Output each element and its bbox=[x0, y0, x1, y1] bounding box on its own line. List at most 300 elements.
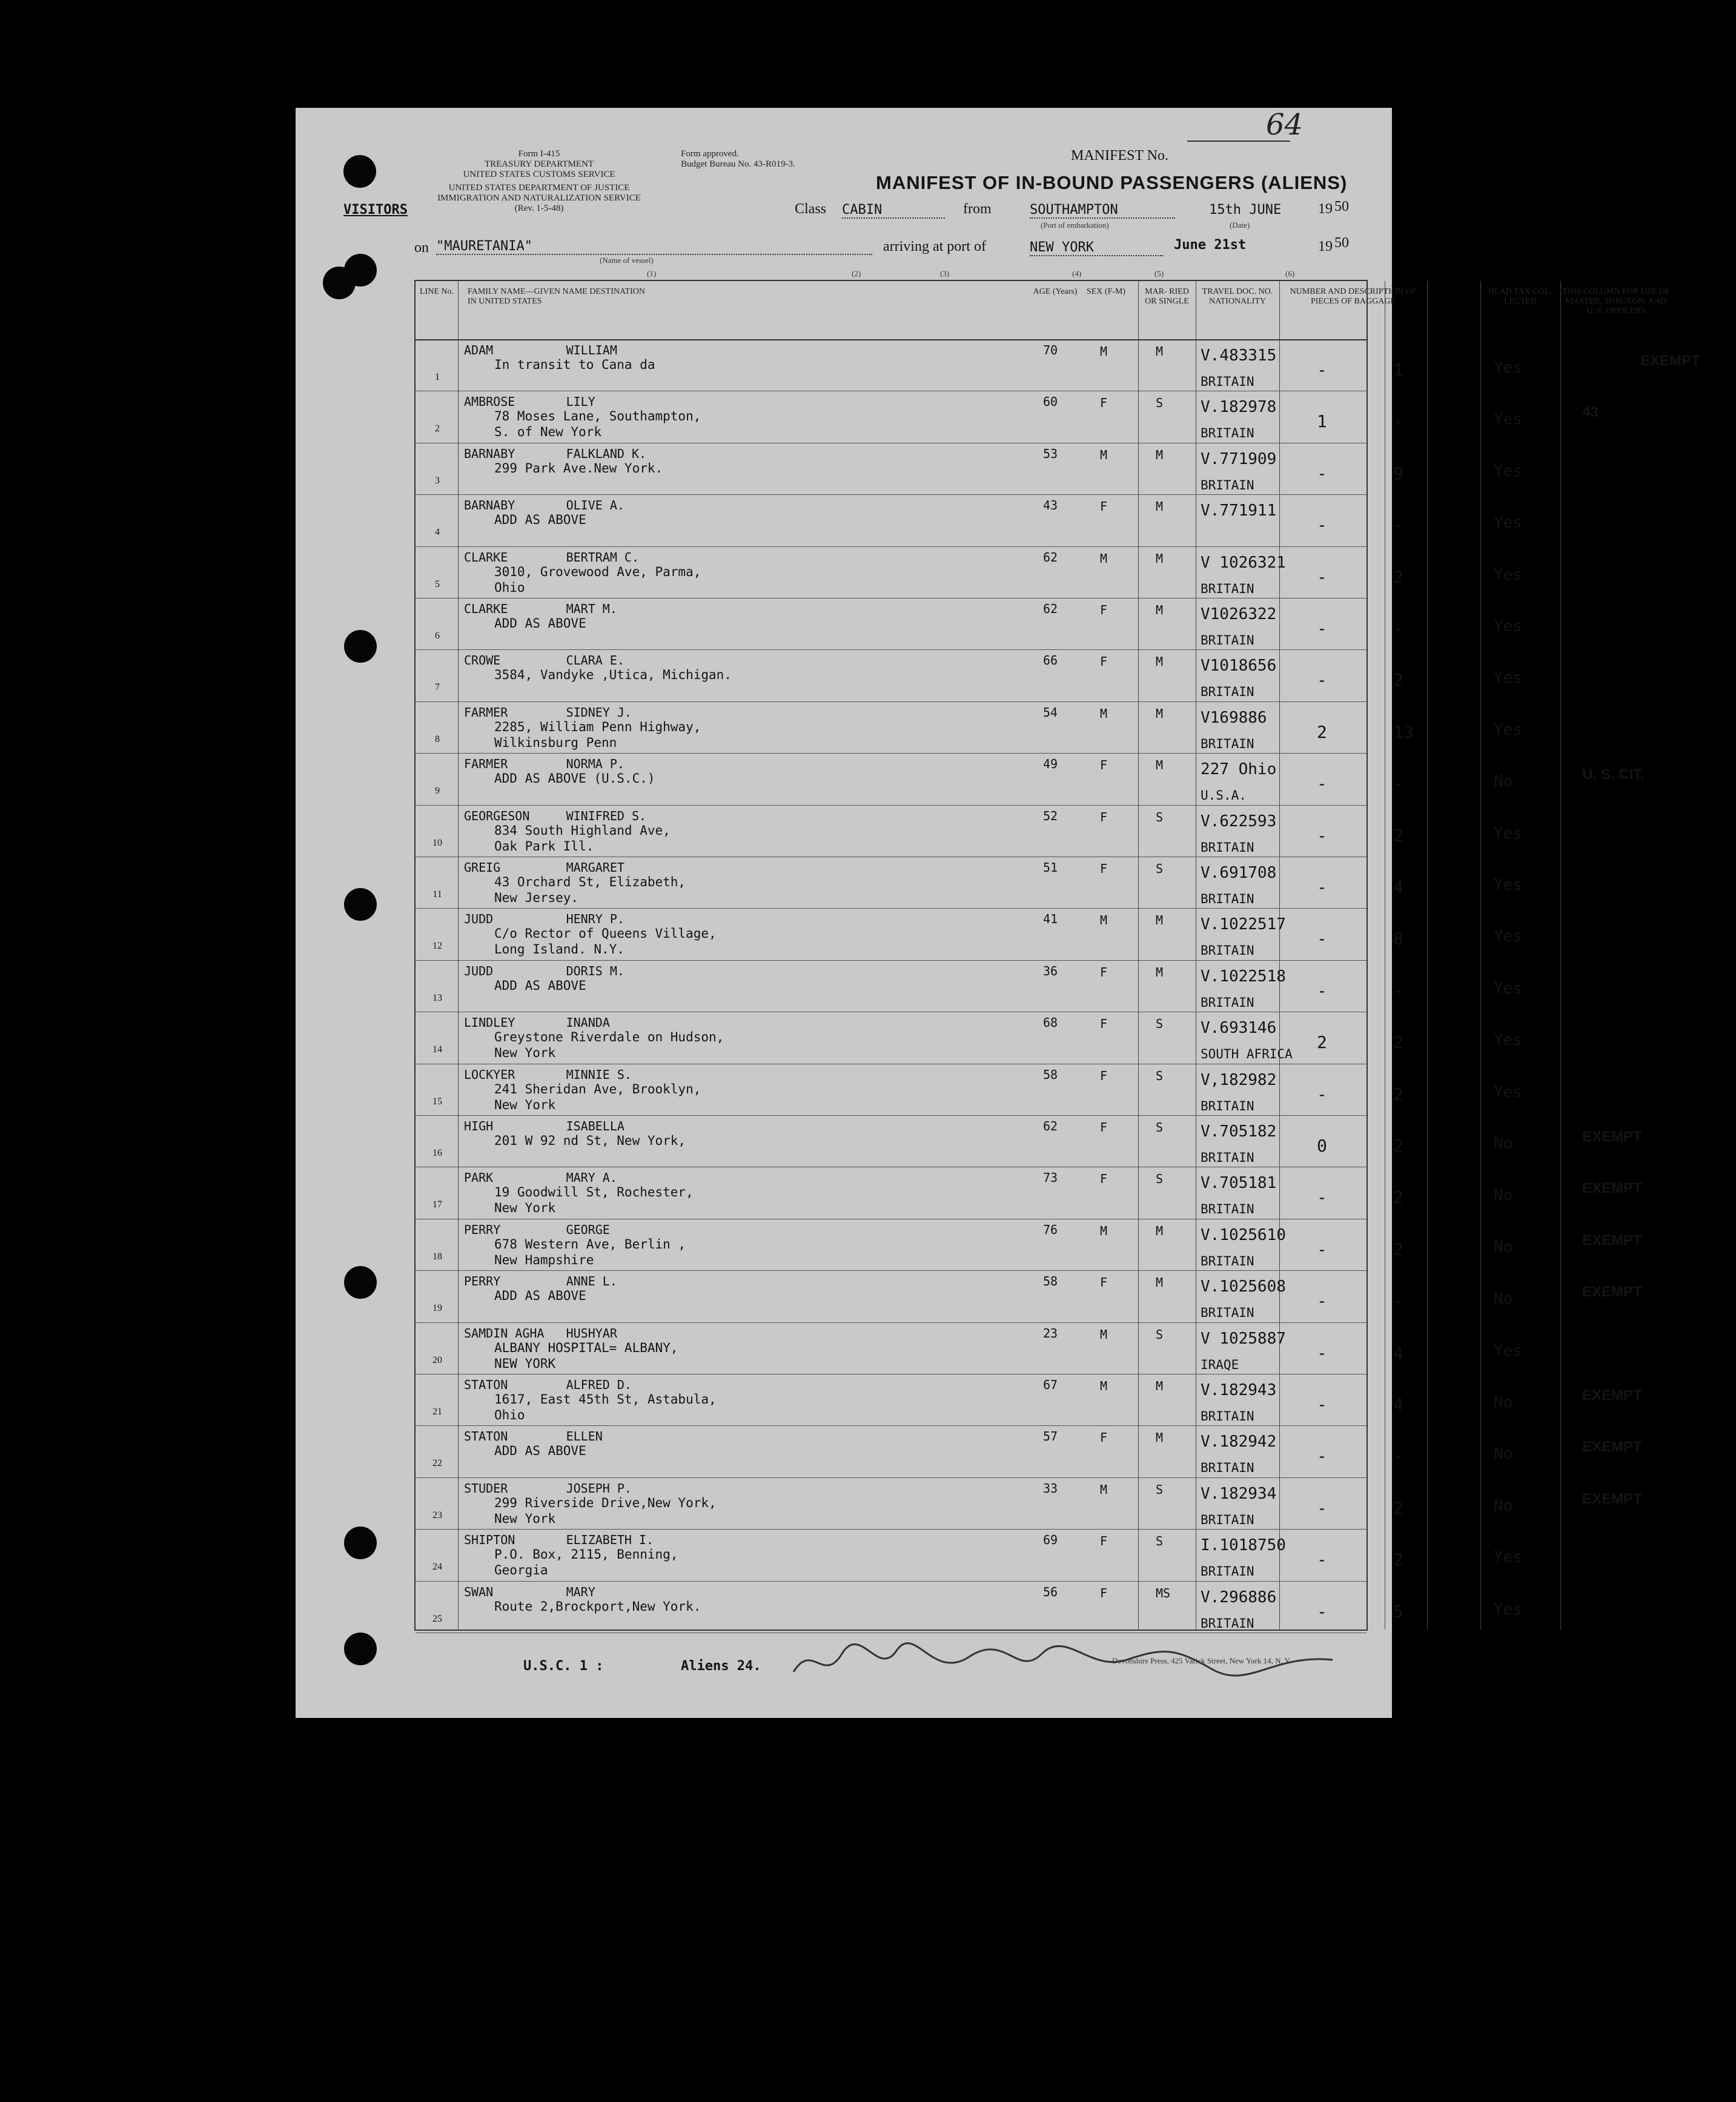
row-sex: F bbox=[1100, 861, 1108, 876]
row-nat: BRITAIN bbox=[1201, 685, 1254, 700]
row-bag-a: - bbox=[1317, 670, 1327, 691]
binder-hole bbox=[344, 1527, 377, 1559]
row-dest2: Oak Park Ill. bbox=[494, 838, 594, 854]
row-tax: Yes bbox=[1494, 979, 1522, 998]
row-tax: Yes bbox=[1494, 1031, 1522, 1050]
row-name: HIGH ISABELLA bbox=[464, 1119, 624, 1133]
footer-printer: Devonshire Press, 425 Varick Street, New York 14, N. Y. bbox=[1112, 1656, 1291, 1665]
row-age: 66 bbox=[1043, 653, 1058, 668]
row-bag-b: - bbox=[1393, 515, 1403, 535]
row-bag-b: - bbox=[1393, 1291, 1403, 1311]
row-bag-a: - bbox=[1317, 1342, 1327, 1363]
table-row bbox=[416, 494, 1522, 546]
row-tax: Yes bbox=[1494, 1548, 1522, 1567]
row-off: U. S. CIT. bbox=[1582, 766, 1645, 783]
row-bag-b: 2 bbox=[1393, 1239, 1403, 1259]
row-dest: 19 Goodwill St, Rochester, bbox=[494, 1185, 694, 1200]
row-ms: M bbox=[1156, 551, 1164, 566]
row-dest2: Ohio bbox=[494, 580, 525, 595]
row-ms: M bbox=[1156, 964, 1164, 980]
row-bag-b: 2 bbox=[1393, 566, 1403, 587]
row-bag-b: - bbox=[1393, 411, 1403, 432]
row-dest: In transit to Cana da bbox=[494, 357, 655, 372]
row-doc: V.622593 bbox=[1201, 812, 1277, 831]
row-bag-a: - bbox=[1317, 1550, 1327, 1570]
form-dept: UNITED STATES DEPARTMENT OF JUSTICE IMMIGRATION AND NATURALIZATION SERVICE (Rev. 1-5-48) bbox=[437, 183, 641, 213]
col-header-name: FAMILY NAME—GIVEN NAME DESTINATION IN UNITED STATES bbox=[468, 287, 645, 306]
row-sex: M bbox=[1100, 706, 1108, 721]
row-sex: F bbox=[1100, 654, 1108, 669]
row-dest2: New York bbox=[494, 1097, 556, 1112]
col-header-baggage: NUMBER AND DESCRIPTION OF PIECES OF BAGGAGE bbox=[1290, 287, 1417, 306]
row-bag-a: - bbox=[1317, 1497, 1327, 1518]
row-n: 22 bbox=[432, 1458, 442, 1469]
form-info: Form I-415 TREASURY DEPARTMENT UNITED STATES CUSTOMS SERVICE bbox=[463, 149, 615, 179]
row-tax: Yes bbox=[1494, 514, 1522, 532]
row-dest2: Georgia bbox=[494, 1563, 548, 1578]
footer-aliens: Aliens 24. bbox=[681, 1659, 761, 1674]
row-name: STUDER JOSEPH P. bbox=[464, 1480, 632, 1496]
row-name: LOCKYER MINNIE S. bbox=[464, 1067, 632, 1082]
row-n: 25 bbox=[432, 1613, 442, 1624]
row-ms: S bbox=[1156, 861, 1164, 876]
from-label: from bbox=[963, 201, 992, 217]
table-row bbox=[416, 1270, 1642, 1322]
row-name: STATON ELLEN bbox=[464, 1429, 603, 1444]
row-bag-a: - bbox=[1317, 1291, 1327, 1311]
binder-hole bbox=[344, 254, 377, 287]
visitors-label: VISITORS bbox=[343, 202, 408, 217]
row-nat: BRITAIN bbox=[1201, 1564, 1254, 1579]
row-name: SWAN MARY bbox=[464, 1584, 595, 1599]
row-n: 23 bbox=[432, 1510, 442, 1520]
row-n: 24 bbox=[432, 1562, 442, 1573]
row-bag-a: 0 bbox=[1317, 1136, 1327, 1156]
row-tax: No bbox=[1494, 1445, 1513, 1464]
row-age: 49 bbox=[1043, 757, 1058, 772]
row-nat: BRITAIN bbox=[1201, 581, 1254, 596]
row-dest: 2285, William Penn Highway, bbox=[494, 719, 701, 734]
row-n: 11 bbox=[432, 889, 442, 900]
row-tax: Yes bbox=[1494, 669, 1522, 688]
row-bag-b: 9 bbox=[1393, 463, 1403, 483]
row-bag-a: - bbox=[1317, 825, 1327, 846]
table-row bbox=[416, 1219, 1642, 1270]
row-tax: No bbox=[1494, 1186, 1513, 1205]
row-dest: ADD AS ABOVE bbox=[494, 616, 586, 631]
row-name: FARMER SIDNEY J. bbox=[464, 705, 632, 720]
table-row bbox=[416, 546, 1522, 598]
row-doc: V 1025887 bbox=[1201, 1329, 1286, 1348]
row-age: 23 bbox=[1043, 1325, 1058, 1341]
row-tax: Yes bbox=[1494, 359, 1522, 377]
row-nat: BRITAIN bbox=[1201, 633, 1254, 648]
row-sex: F bbox=[1100, 396, 1108, 411]
row-age: 57 bbox=[1043, 1429, 1058, 1444]
table-row bbox=[416, 1322, 1522, 1374]
row-name: BARNABY OLIVE A. bbox=[464, 498, 624, 513]
row-sex: F bbox=[1100, 758, 1108, 773]
row-name: JUDD HENRY P. bbox=[464, 912, 624, 927]
row-sex: F bbox=[1100, 1585, 1108, 1600]
table-row bbox=[416, 443, 1522, 494]
row-n: 1 bbox=[435, 372, 440, 382]
row-bag-b: 8 bbox=[1393, 929, 1403, 949]
row-tax: No bbox=[1494, 772, 1513, 791]
row-ms: S bbox=[1156, 1172, 1164, 1187]
date-caption: (Date) bbox=[1230, 220, 1250, 230]
table-row bbox=[416, 701, 1522, 753]
table-row bbox=[416, 1374, 1642, 1425]
row-sex: M bbox=[1100, 551, 1108, 566]
row-bag-b: 2 bbox=[1393, 1187, 1403, 1208]
row-doc: V.693146 bbox=[1201, 1019, 1277, 1038]
row-age: 70 bbox=[1043, 343, 1058, 357]
row-dest2: Long Island. N.Y. bbox=[494, 942, 624, 957]
table-row bbox=[416, 1477, 1642, 1529]
row-sex: F bbox=[1100, 1430, 1108, 1445]
row-bag-b: 2 bbox=[1393, 1550, 1403, 1570]
row-name: CLARKE MART M. bbox=[464, 602, 617, 616]
row-doc: V.1025610 bbox=[1201, 1225, 1286, 1244]
row-name: SAMDIN AGHA HUSHYAR bbox=[464, 1325, 617, 1341]
row-sex: F bbox=[1100, 499, 1108, 514]
row-doc: V,182982 bbox=[1201, 1070, 1277, 1089]
row-sex: F bbox=[1100, 1172, 1108, 1187]
row-ms: S bbox=[1156, 1482, 1164, 1497]
row-doc: V1026322 bbox=[1201, 605, 1277, 623]
row-age: 33 bbox=[1043, 1480, 1058, 1496]
row-tax: No bbox=[1494, 1496, 1513, 1515]
row-dest2: Ohio bbox=[494, 1408, 525, 1422]
row-off: EXEMPT bbox=[1582, 1129, 1642, 1145]
row-doc: V1018656 bbox=[1201, 657, 1277, 675]
table-row bbox=[416, 391, 1599, 442]
col-num: (1) bbox=[647, 269, 657, 278]
row-off: EXEMPT bbox=[1640, 353, 1700, 369]
row-sex: F bbox=[1100, 1016, 1108, 1032]
row-sex: F bbox=[1100, 1120, 1108, 1135]
row-nat: BRITAIN bbox=[1201, 426, 1254, 441]
row-dest2: NEW YORK bbox=[494, 1356, 556, 1371]
row-name: SHIPTON ELIZABETH I. bbox=[464, 1533, 654, 1548]
row-n: 21 bbox=[432, 1407, 442, 1417]
row-n: 19 bbox=[432, 1303, 442, 1314]
row-dest2: New York bbox=[494, 1201, 556, 1216]
row-ms: S bbox=[1156, 1327, 1164, 1342]
row-dest: 201 W 92 nd St, New York, bbox=[494, 1133, 686, 1148]
row-off: EXEMPT bbox=[1582, 1490, 1642, 1507]
binder-hole bbox=[344, 1633, 377, 1665]
row-dest2: S. of New York bbox=[494, 425, 602, 440]
row-bag-b: 2 bbox=[1393, 1032, 1403, 1053]
row-n: 20 bbox=[432, 1354, 442, 1365]
table-row bbox=[416, 857, 1522, 908]
row-tax: Yes bbox=[1494, 876, 1522, 894]
vessel-name: "MAURETANIA" bbox=[436, 239, 872, 255]
row-name: LINDLEY INANDA bbox=[464, 1015, 610, 1030]
row-dest: 3010, Grovewood Ave, Parma, bbox=[494, 564, 701, 579]
row-n: 2 bbox=[435, 423, 440, 434]
row-off: EXEMPT bbox=[1582, 1439, 1642, 1456]
row-n: 4 bbox=[435, 527, 440, 538]
row-tax: No bbox=[1494, 1135, 1513, 1153]
row-doc: V.1022518 bbox=[1201, 967, 1286, 986]
row-doc: I.1018750 bbox=[1201, 1536, 1286, 1555]
row-bag-a: - bbox=[1317, 463, 1327, 483]
row-name: JUDD DORIS M. bbox=[464, 963, 624, 978]
row-sex: M bbox=[1100, 1379, 1108, 1393]
row-sex: F bbox=[1100, 964, 1108, 980]
row-doc: V 1026321 bbox=[1201, 553, 1286, 572]
row-dest: 678 Western Ave, Berlin , bbox=[494, 1236, 686, 1252]
row-tax: No bbox=[1494, 1290, 1513, 1308]
row-dest: ADD AS ABOVE bbox=[494, 978, 586, 993]
handwritten-signature bbox=[787, 1636, 1351, 1690]
table-row bbox=[416, 1115, 1642, 1167]
col-num: (2) bbox=[852, 269, 861, 278]
row-name: AMBROSE LILY bbox=[464, 394, 595, 409]
row-doc: V.691708 bbox=[1201, 864, 1277, 882]
row-dest2: New Jersey. bbox=[494, 890, 579, 905]
row-age: 76 bbox=[1043, 1222, 1058, 1237]
row-doc: V.182942 bbox=[1201, 1433, 1277, 1451]
row-ms: S bbox=[1156, 1068, 1164, 1083]
row-ms: M bbox=[1156, 758, 1164, 773]
row-sex: F bbox=[1100, 809, 1108, 824]
row-n: 10 bbox=[432, 837, 442, 848]
row-doc: V.483315 bbox=[1201, 346, 1277, 365]
row-dest: P.O. Box, 2115, Benning, bbox=[494, 1547, 678, 1562]
table-row bbox=[416, 908, 1522, 960]
port-caption: (Port of embarkation) bbox=[1041, 220, 1109, 230]
row-dest: 78 Moses Lane, Southampton, bbox=[494, 409, 701, 424]
row-sex: M bbox=[1100, 913, 1108, 928]
row-tax: Yes bbox=[1494, 720, 1522, 739]
col-header-officers: THIS COLUMN FOR USE OF MASTER, SURGEON, AND U. S. OFFICERS bbox=[1562, 287, 1670, 316]
table-row bbox=[416, 598, 1522, 649]
row-nat: BRITAIN bbox=[1201, 1202, 1254, 1217]
row-bag-a: 2 bbox=[1317, 721, 1327, 742]
row-age: 68 bbox=[1043, 1015, 1058, 1030]
row-ms: M bbox=[1156, 603, 1164, 617]
row-name: PERRY ANNE L. bbox=[464, 1274, 617, 1289]
table-row bbox=[416, 649, 1522, 701]
row-ms: M bbox=[1156, 1379, 1164, 1393]
row-dest: 241 Sheridan Ave, Brooklyn, bbox=[494, 1081, 701, 1096]
table-row bbox=[416, 1529, 1522, 1580]
row-nat: BRITAIN bbox=[1201, 1409, 1254, 1424]
row-age: 62 bbox=[1043, 602, 1058, 616]
row-nat: IRAQE bbox=[1201, 1357, 1239, 1372]
vessel-caption: (Name of vessel) bbox=[600, 256, 654, 265]
row-bag-a: - bbox=[1317, 929, 1327, 949]
row-age: 53 bbox=[1043, 446, 1058, 461]
row-ms: S bbox=[1156, 396, 1164, 411]
row-dest: ADD AS ABOVE bbox=[494, 512, 586, 528]
arrival-port: NEW YORK bbox=[1030, 240, 1163, 256]
row-bag-b: 4 bbox=[1393, 1342, 1403, 1363]
row-sex: M bbox=[1100, 1482, 1108, 1497]
row-n: 18 bbox=[432, 1251, 442, 1262]
row-bag-a: - bbox=[1317, 1446, 1327, 1467]
row-bag-b: 2 bbox=[1393, 1136, 1403, 1156]
row-bag-a: - bbox=[1317, 774, 1327, 794]
col-header-age: AGE (Years) bbox=[1033, 287, 1078, 296]
row-age: 67 bbox=[1043, 1378, 1058, 1392]
row-nat: BRITAIN bbox=[1201, 840, 1254, 855]
row-ms: M bbox=[1156, 1223, 1164, 1238]
row-age: 52 bbox=[1043, 808, 1058, 823]
row-bag-a: - bbox=[1317, 877, 1327, 897]
row-bag-b: - bbox=[1393, 774, 1403, 794]
row-dest2: New Hampshire bbox=[494, 1252, 594, 1267]
row-n: 6 bbox=[435, 631, 440, 641]
row-age: 36 bbox=[1043, 963, 1058, 978]
row-bag-b: 13 bbox=[1393, 721, 1414, 742]
row-nat: BRITAIN bbox=[1201, 1150, 1254, 1165]
row-age: 54 bbox=[1043, 705, 1058, 720]
row-dest: Route 2,Brockport,New York. bbox=[494, 1599, 701, 1614]
row-ms: M bbox=[1156, 706, 1164, 721]
row-bag-b: - bbox=[1393, 980, 1403, 1001]
row-age: 43 bbox=[1043, 498, 1058, 513]
row-bag-b: 4 bbox=[1393, 1394, 1403, 1414]
row-bag-a: - bbox=[1317, 980, 1327, 1001]
row-age: 58 bbox=[1043, 1067, 1058, 1082]
row-age: 62 bbox=[1043, 549, 1058, 565]
row-dest: ALBANY HOSPITAL= ALBANY, bbox=[494, 1340, 678, 1355]
col-num: (6) bbox=[1285, 269, 1295, 278]
row-ms: M bbox=[1156, 447, 1164, 462]
col-header-head-tax: HEAD TAX COL- LECTED bbox=[1488, 287, 1552, 306]
row-off: EXEMPT bbox=[1582, 1232, 1642, 1248]
row-sex: M bbox=[1100, 344, 1108, 359]
table-row bbox=[416, 753, 1645, 804]
year-suffix: 50 bbox=[1334, 199, 1349, 214]
col-header-line: LINE No. bbox=[420, 287, 454, 296]
row-sex: M bbox=[1100, 1223, 1108, 1238]
row-sex: M bbox=[1100, 447, 1108, 462]
col-num: (4) bbox=[1072, 269, 1082, 278]
row-bag-a: 1 bbox=[1317, 411, 1327, 432]
table-row bbox=[416, 1425, 1642, 1477]
binder-hole bbox=[343, 155, 376, 188]
row-n: 8 bbox=[435, 734, 440, 744]
row-doc: V.182943 bbox=[1201, 1381, 1277, 1399]
date-value: 15th JUNE bbox=[1209, 202, 1282, 217]
row-name: GEORGESON WINIFRED S. bbox=[464, 808, 647, 823]
arriving-label: arriving at port of bbox=[883, 239, 986, 254]
row-doc: V.1025608 bbox=[1201, 1278, 1286, 1296]
row-age: 56 bbox=[1043, 1584, 1058, 1599]
row-doc: V.705181 bbox=[1201, 1174, 1277, 1193]
table-row bbox=[416, 1581, 1522, 1633]
row-dest2: New York bbox=[494, 1046, 556, 1061]
arrival-year-prefix: 19 bbox=[1318, 239, 1333, 254]
row-ms: MS bbox=[1156, 1585, 1171, 1600]
row-bag-b: - bbox=[1393, 1446, 1403, 1467]
row-nat: BRITAIN bbox=[1201, 1253, 1254, 1268]
row-bag-b: 2 bbox=[1393, 825, 1403, 846]
manifest-number: 64 bbox=[1266, 108, 1304, 142]
row-tax: Yes bbox=[1494, 462, 1522, 480]
table-row bbox=[416, 339, 1700, 391]
row-off: 43 bbox=[1582, 404, 1599, 421]
row-n: 7 bbox=[435, 682, 440, 693]
row-ms: S bbox=[1156, 1120, 1164, 1135]
row-tax: Yes bbox=[1494, 410, 1522, 429]
row-dest: 834 South Highland Ave, bbox=[494, 823, 671, 838]
row-bag-a: - bbox=[1317, 1084, 1327, 1104]
row-bag-a: - bbox=[1317, 1239, 1327, 1259]
class-value: CABIN bbox=[842, 202, 945, 219]
row-dest: ADD AS ABOVE bbox=[494, 1444, 586, 1459]
row-sex: F bbox=[1100, 1275, 1108, 1290]
col-header-travel-doc: TRAVEL DOC. NO. NATIONALITY bbox=[1202, 287, 1273, 306]
col-num: (3) bbox=[940, 269, 950, 278]
page-title: MANIFEST OF IN-BOUND PASSENGERS (ALIENS) bbox=[876, 172, 1348, 193]
table-row bbox=[416, 1064, 1522, 1115]
row-tax: Yes bbox=[1494, 1082, 1522, 1101]
row-age: 58 bbox=[1043, 1274, 1058, 1289]
row-dest: 299 Park Ave.New York. bbox=[494, 460, 663, 476]
row-ms: M bbox=[1156, 499, 1164, 514]
manifest-table bbox=[414, 280, 1700, 1631]
row-tax: Yes bbox=[1494, 1600, 1522, 1619]
row-dest2: New York bbox=[494, 1511, 556, 1526]
year-prefix: 19 bbox=[1318, 201, 1333, 217]
row-ms: M bbox=[1156, 654, 1164, 669]
row-bag-b: - bbox=[1393, 618, 1403, 638]
row-doc: V.182978 bbox=[1201, 398, 1277, 417]
row-n: 9 bbox=[435, 786, 440, 797]
row-tax: No bbox=[1494, 1393, 1513, 1411]
row-nat: U.S.A. bbox=[1201, 788, 1247, 803]
row-dest2: Wilkinsburg Penn bbox=[494, 735, 617, 750]
row-doc: V.182934 bbox=[1201, 1484, 1277, 1503]
row-nat: BRITAIN bbox=[1201, 1098, 1254, 1113]
col-num: (5) bbox=[1155, 269, 1164, 278]
binder-hole bbox=[344, 888, 377, 921]
row-ms: S bbox=[1156, 1534, 1164, 1549]
row-bag-a: - bbox=[1317, 1601, 1327, 1622]
row-bag-a: - bbox=[1317, 566, 1327, 587]
row-n: 5 bbox=[435, 579, 440, 589]
row-n: 3 bbox=[435, 475, 440, 486]
row-name: CROWE CLARA E. bbox=[464, 653, 624, 668]
row-name: BARNABY FALKLAND K. bbox=[464, 446, 647, 461]
row-nat: BRITAIN bbox=[1201, 892, 1254, 906]
row-nat: SOUTH AFRICA bbox=[1201, 1047, 1293, 1062]
row-n: 17 bbox=[432, 1199, 442, 1210]
row-dest: 3584, Vandyke ,Utica, Michigan. bbox=[494, 668, 732, 683]
row-name: GREIG MARGARET bbox=[464, 860, 624, 875]
row-dest: ADD AS ABOVE bbox=[494, 1288, 586, 1304]
row-dest: ADD AS ABOVE (U.S.C.) bbox=[494, 771, 655, 786]
class-label: Class bbox=[795, 201, 827, 217]
row-doc: V.296886 bbox=[1201, 1588, 1277, 1606]
row-name: STATON ALFRED D. bbox=[464, 1378, 632, 1392]
row-doc: V.771909 bbox=[1201, 449, 1277, 468]
row-name: PERRY GEORGE bbox=[464, 1222, 610, 1237]
form-approval: Form approved. Budget Bureau No. 43-R019-3. bbox=[681, 149, 795, 169]
row-doc: V169886 bbox=[1201, 708, 1267, 727]
row-bag-b: 2 bbox=[1393, 1084, 1403, 1104]
row-doc: 227 Ohio bbox=[1201, 760, 1277, 779]
row-doc: V.705182 bbox=[1201, 1122, 1277, 1141]
row-dest: C/o Rector of Queens Village, bbox=[494, 926, 717, 941]
